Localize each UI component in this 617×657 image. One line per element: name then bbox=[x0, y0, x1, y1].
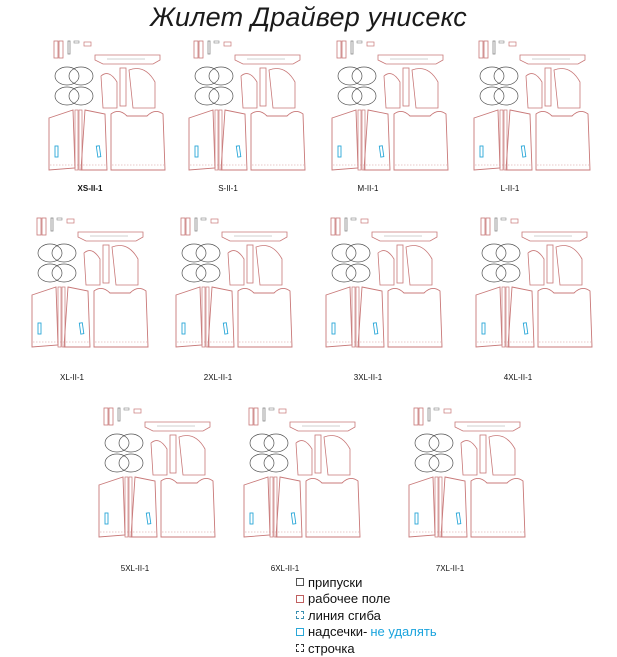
pattern-piece bbox=[194, 41, 198, 58]
notch-mark bbox=[415, 513, 418, 524]
pocket-piece bbox=[101, 74, 117, 108]
legend bbox=[296, 574, 437, 657]
pattern-piece bbox=[509, 42, 516, 46]
back-piece bbox=[536, 111, 590, 170]
strap-piece bbox=[247, 245, 253, 283]
pattern-layout-9 bbox=[99, 408, 215, 537]
pattern-piece bbox=[124, 408, 129, 410]
pattern-piece bbox=[201, 218, 206, 220]
pattern-piece bbox=[254, 408, 258, 425]
front-piece bbox=[364, 110, 390, 170]
pattern-piece bbox=[118, 408, 120, 421]
pattern-piece bbox=[367, 42, 374, 46]
back-piece bbox=[94, 288, 148, 347]
notch-mark bbox=[480, 146, 483, 157]
collar-piece bbox=[95, 55, 160, 64]
side-piece bbox=[554, 69, 580, 109]
pattern-piece bbox=[444, 409, 451, 413]
size-label: 3XL-II-1 bbox=[353, 373, 383, 382]
pattern-piece bbox=[337, 41, 341, 58]
hood-piece bbox=[55, 87, 79, 105]
pattern-layout-7 bbox=[326, 218, 442, 347]
pattern-piece bbox=[279, 409, 286, 413]
placket-piece bbox=[352, 287, 355, 347]
hood-piece bbox=[105, 454, 129, 472]
pocket-piece bbox=[384, 74, 400, 108]
placket-piece bbox=[358, 110, 361, 170]
pattern-piece bbox=[414, 408, 418, 425]
placket-piece bbox=[58, 287, 61, 347]
pattern-piece bbox=[42, 218, 46, 235]
notch-mark bbox=[291, 513, 296, 524]
front-piece bbox=[49, 110, 75, 170]
side-piece bbox=[324, 436, 350, 476]
pocket-piece bbox=[84, 251, 100, 285]
front-piece bbox=[326, 287, 352, 347]
pattern-piece bbox=[501, 218, 506, 220]
fold-line-swatch-icon bbox=[296, 611, 304, 619]
pattern-piece bbox=[345, 218, 347, 231]
notch-mark bbox=[338, 146, 341, 157]
pattern-layout-2 bbox=[189, 41, 305, 170]
size-label: 7XL-II-1 bbox=[435, 564, 465, 573]
back-piece bbox=[538, 288, 592, 347]
strap-piece bbox=[120, 68, 126, 106]
pattern-piece bbox=[199, 41, 203, 58]
pocket-piece bbox=[228, 251, 244, 285]
collar-piece bbox=[520, 55, 585, 64]
pattern-piece bbox=[84, 42, 91, 46]
legend-label: надсечки- bbox=[308, 624, 368, 640]
hood-piece bbox=[196, 244, 220, 262]
front-piece bbox=[64, 287, 90, 347]
pattern-piece bbox=[351, 41, 353, 54]
notch-mark bbox=[195, 146, 198, 157]
hood-piece bbox=[494, 67, 518, 85]
hood-piece bbox=[264, 454, 288, 472]
hood-piece bbox=[195, 87, 219, 105]
hood-piece bbox=[494, 87, 518, 105]
legend-label: линия сгиба bbox=[308, 607, 381, 623]
pattern-piece bbox=[479, 41, 483, 58]
hood-piece bbox=[52, 264, 76, 282]
front-piece bbox=[221, 110, 247, 170]
pattern-piece bbox=[493, 41, 495, 54]
back-piece bbox=[388, 288, 442, 347]
pattern-layout-6 bbox=[176, 218, 292, 347]
pattern-layout-1 bbox=[49, 41, 165, 170]
hood-piece bbox=[52, 244, 76, 262]
front-piece bbox=[244, 477, 270, 537]
strap-piece bbox=[397, 245, 403, 283]
placket-piece bbox=[75, 110, 78, 170]
front-piece bbox=[506, 110, 532, 170]
notch-mark bbox=[523, 323, 528, 334]
pattern-piece bbox=[336, 218, 340, 235]
notch-mark bbox=[373, 323, 378, 334]
front-piece bbox=[358, 287, 384, 347]
side-piece bbox=[412, 69, 438, 109]
pattern-piece bbox=[357, 41, 362, 43]
pattern-piece bbox=[224, 42, 231, 46]
pocket-piece bbox=[296, 441, 312, 475]
pattern-piece bbox=[195, 218, 197, 231]
hood-piece bbox=[119, 434, 143, 452]
size-label: XL-II-1 bbox=[59, 373, 84, 382]
front-piece bbox=[208, 287, 234, 347]
hood-piece bbox=[352, 87, 376, 105]
hood-piece bbox=[195, 67, 219, 85]
legend-label: рабочее поле bbox=[308, 591, 391, 607]
hood-piece bbox=[55, 67, 79, 85]
pocket-piece bbox=[528, 251, 544, 285]
strap-piece bbox=[260, 68, 266, 106]
placket-piece bbox=[500, 110, 503, 170]
hood-piece bbox=[119, 454, 143, 472]
front-piece bbox=[131, 477, 157, 537]
side-piece bbox=[556, 246, 582, 286]
hood-piece bbox=[69, 67, 93, 85]
pattern-layout-8 bbox=[476, 218, 592, 347]
notch-mark bbox=[79, 323, 84, 334]
strap-piece bbox=[545, 68, 551, 106]
pattern-piece bbox=[51, 218, 53, 231]
notch-mark bbox=[146, 513, 151, 524]
notch-mark bbox=[38, 323, 41, 334]
pattern-piece bbox=[249, 408, 253, 425]
hood-piece bbox=[182, 244, 206, 262]
back-piece bbox=[306, 478, 360, 537]
pattern-layout-11 bbox=[409, 408, 525, 537]
pocket-piece bbox=[461, 441, 477, 475]
hood-piece bbox=[338, 67, 362, 85]
pattern-layout-4 bbox=[474, 41, 590, 170]
pocket-piece bbox=[241, 74, 257, 108]
hood-piece bbox=[250, 454, 274, 472]
notch-mark bbox=[55, 146, 58, 157]
front-piece bbox=[409, 477, 435, 537]
notch-mark bbox=[96, 146, 101, 157]
allowance-swatch-icon bbox=[296, 578, 304, 586]
front-piece bbox=[189, 110, 215, 170]
notch-mark bbox=[521, 146, 526, 157]
pattern-piece bbox=[481, 218, 485, 235]
hood-piece bbox=[38, 264, 62, 282]
back-piece bbox=[161, 478, 215, 537]
strap-piece bbox=[103, 245, 109, 283]
pattern-piece bbox=[269, 408, 274, 410]
hood-piece bbox=[264, 434, 288, 452]
pattern-piece bbox=[214, 41, 219, 43]
pocket-piece bbox=[526, 74, 542, 108]
placket-piece bbox=[125, 477, 128, 537]
notch-mark bbox=[223, 323, 228, 334]
pattern-piece bbox=[331, 218, 335, 235]
front-piece bbox=[32, 287, 58, 347]
side-piece bbox=[112, 246, 138, 286]
hood-piece bbox=[496, 264, 520, 282]
size-label: M-II-1 bbox=[357, 184, 379, 193]
hood-piece bbox=[480, 87, 504, 105]
legend-item-fold-line bbox=[296, 607, 437, 624]
collar-piece bbox=[145, 422, 210, 431]
collar-piece bbox=[522, 232, 587, 241]
pattern-piece bbox=[181, 218, 185, 235]
notch-mark bbox=[182, 323, 185, 334]
pattern-piece bbox=[59, 41, 63, 58]
hood-piece bbox=[346, 244, 370, 262]
legend-item-allowance bbox=[296, 574, 437, 591]
front-piece bbox=[81, 110, 107, 170]
pocket-piece bbox=[378, 251, 394, 285]
back-piece bbox=[251, 111, 305, 170]
placket-piece bbox=[435, 477, 438, 537]
size-label: XS-II-1 bbox=[77, 184, 103, 193]
hood-piece bbox=[482, 244, 506, 262]
hood-piece bbox=[482, 264, 506, 282]
front-piece bbox=[276, 477, 302, 537]
legend-item-stitch bbox=[296, 640, 437, 657]
hood-piece bbox=[105, 434, 129, 452]
back-piece bbox=[394, 111, 448, 170]
collar-piece bbox=[378, 55, 443, 64]
front-piece bbox=[476, 287, 502, 347]
size-label: 5XL-II-1 bbox=[120, 564, 150, 573]
collar-piece bbox=[372, 232, 437, 241]
hood-piece bbox=[182, 264, 206, 282]
pattern-piece bbox=[134, 409, 141, 413]
hood-piece bbox=[338, 87, 362, 105]
pattern-piece bbox=[484, 41, 488, 58]
strap-piece bbox=[547, 245, 553, 283]
front-piece bbox=[474, 110, 500, 170]
collar-piece bbox=[455, 422, 520, 431]
hood-piece bbox=[415, 434, 439, 452]
pattern-piece bbox=[68, 41, 70, 54]
front-piece bbox=[441, 477, 467, 537]
hood-piece bbox=[209, 67, 233, 85]
pattern-piece bbox=[186, 218, 190, 235]
pattern-piece bbox=[263, 408, 265, 421]
pattern-piece bbox=[495, 218, 497, 231]
back-piece bbox=[238, 288, 292, 347]
hood-piece bbox=[209, 87, 233, 105]
pattern-piece bbox=[109, 408, 113, 425]
strap-piece bbox=[403, 68, 409, 106]
front-piece bbox=[176, 287, 202, 347]
pattern-piece bbox=[208, 41, 210, 54]
side-piece bbox=[179, 436, 205, 476]
collar-piece bbox=[78, 232, 143, 241]
hood-piece bbox=[69, 87, 93, 105]
hood-piece bbox=[480, 67, 504, 85]
pattern-layout-3 bbox=[332, 41, 448, 170]
side-piece bbox=[406, 246, 432, 286]
collar-piece bbox=[290, 422, 355, 431]
pattern-piece bbox=[57, 218, 62, 220]
hood-piece bbox=[332, 264, 356, 282]
placket-piece bbox=[502, 287, 505, 347]
legend-label: припуски bbox=[308, 574, 363, 590]
page-title: Жилет Драйвер унисекс bbox=[150, 2, 467, 32]
legend-label: строчка bbox=[308, 640, 355, 656]
size-label: L-II-1 bbox=[500, 184, 520, 193]
back-piece bbox=[111, 111, 165, 170]
legend-item-notch bbox=[296, 624, 437, 641]
stitch-swatch-icon bbox=[296, 644, 304, 652]
hood-piece bbox=[332, 244, 356, 262]
pattern-layout-10 bbox=[244, 408, 360, 537]
size-label: 4XL-II-1 bbox=[503, 373, 533, 382]
side-piece bbox=[489, 436, 515, 476]
side-piece bbox=[129, 69, 155, 109]
size-label: 6XL-II-1 bbox=[270, 564, 300, 573]
legend-item-work-field bbox=[296, 591, 437, 608]
collar-piece bbox=[222, 232, 287, 241]
pattern-piece bbox=[351, 218, 356, 220]
placket-piece bbox=[215, 110, 218, 170]
side-piece bbox=[269, 69, 295, 109]
pattern-piece bbox=[54, 41, 58, 58]
pattern-piece bbox=[499, 41, 504, 43]
notch-mark bbox=[105, 513, 108, 524]
hood-piece bbox=[250, 434, 274, 452]
pattern-piece bbox=[486, 218, 490, 235]
collar-piece bbox=[235, 55, 300, 64]
hood-piece bbox=[415, 454, 439, 472]
hood-piece bbox=[496, 244, 520, 262]
pattern-piece bbox=[419, 408, 423, 425]
front-piece bbox=[508, 287, 534, 347]
notch-mark bbox=[236, 146, 241, 157]
pattern-piece bbox=[428, 408, 430, 421]
pattern-piece bbox=[67, 219, 74, 223]
pocket-piece bbox=[151, 441, 167, 475]
pattern-piece bbox=[74, 41, 79, 43]
notch-mark bbox=[456, 513, 461, 524]
back-piece bbox=[471, 478, 525, 537]
pattern-piece bbox=[434, 408, 439, 410]
pattern-piece bbox=[361, 219, 368, 223]
front-piece bbox=[99, 477, 125, 537]
notch-swatch-icon bbox=[296, 628, 304, 636]
hood-piece bbox=[346, 264, 370, 282]
pattern-piece bbox=[104, 408, 108, 425]
size-label: 2XL-II-1 bbox=[203, 373, 233, 382]
notch-mark bbox=[250, 513, 253, 524]
hood-piece bbox=[352, 67, 376, 85]
placket-piece bbox=[202, 287, 205, 347]
front-piece bbox=[332, 110, 358, 170]
size-label: S-II-1 bbox=[218, 184, 238, 193]
pattern-piece bbox=[511, 219, 518, 223]
pattern-piece bbox=[342, 41, 346, 58]
strap-piece bbox=[315, 435, 321, 473]
legend-label-accent: не удалять bbox=[370, 624, 437, 640]
notch-mark bbox=[482, 323, 485, 334]
hood-piece bbox=[429, 454, 453, 472]
pattern-piece bbox=[37, 218, 41, 235]
hood-piece bbox=[38, 244, 62, 262]
work-field-swatch-icon bbox=[296, 595, 304, 603]
notch-mark bbox=[332, 323, 335, 334]
notch-mark bbox=[379, 146, 384, 157]
pattern-piece bbox=[211, 219, 218, 223]
strap-piece bbox=[170, 435, 176, 473]
hood-piece bbox=[429, 434, 453, 452]
hood-piece bbox=[196, 264, 220, 282]
strap-piece bbox=[480, 435, 486, 473]
pattern-layout-5 bbox=[32, 218, 148, 347]
side-piece bbox=[256, 246, 282, 286]
placket-piece bbox=[270, 477, 273, 537]
